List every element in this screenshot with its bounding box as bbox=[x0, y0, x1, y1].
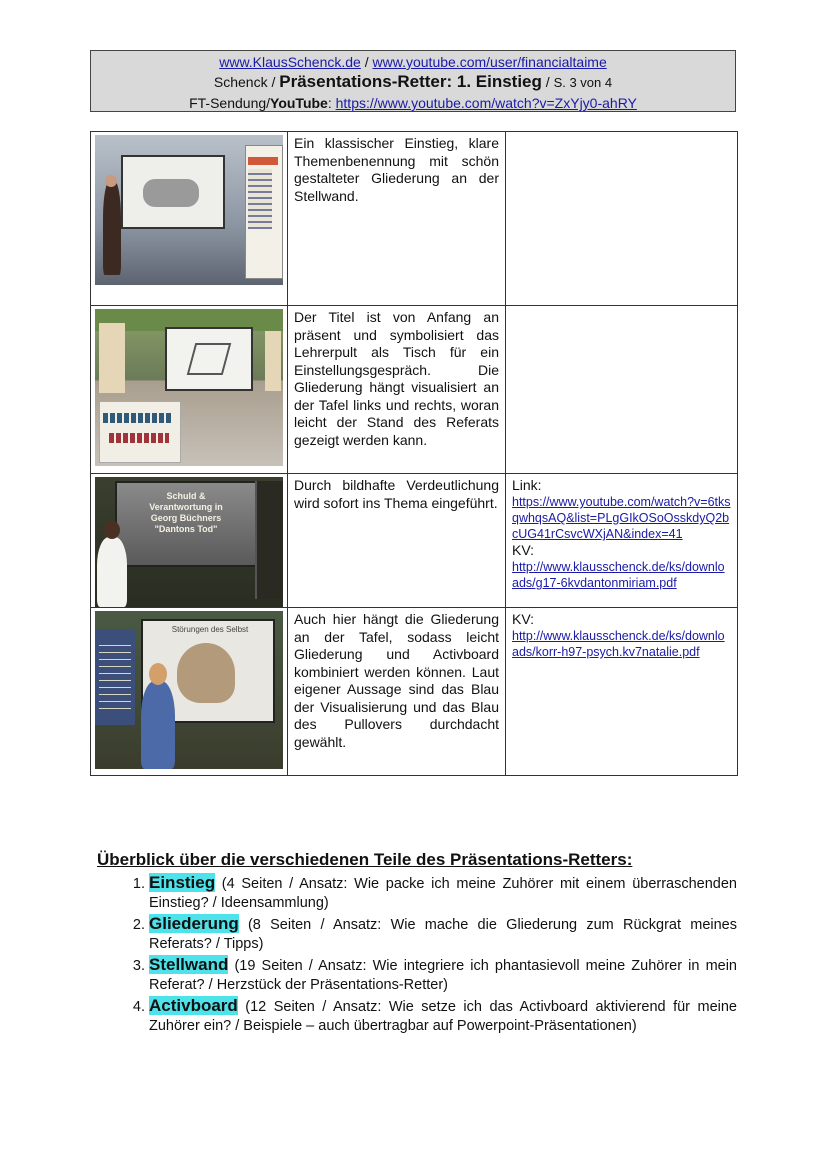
part-description: (19 Seiten / Ansatz: Wie integriere ich phantasievoll meine Zuhörer in mein Referat? / Herzstück der Präsentations-Retter) bbox=[149, 958, 737, 993]
kv-label: KV: bbox=[512, 611, 535, 627]
links-cell bbox=[506, 608, 738, 776]
links-cell bbox=[506, 132, 738, 306]
header-separator-2: / bbox=[541, 74, 554, 90]
table-row bbox=[91, 474, 738, 608]
list-item bbox=[149, 874, 737, 912]
youtube-channel-link[interactable]: www.youtube.com/user/financialtaime bbox=[372, 54, 607, 70]
screen-text: Störungen des Selbst bbox=[171, 625, 249, 634]
part-keyword: Stellwand bbox=[149, 955, 229, 974]
list-item bbox=[149, 915, 737, 953]
photo-cell bbox=[91, 306, 288, 474]
lehrerpult-presentation-photo bbox=[95, 309, 283, 466]
table-row bbox=[91, 132, 738, 306]
photo-cell bbox=[91, 474, 288, 608]
description-cell: Durch bildhafte Verdeutlichung wird sofort ins Thema eingeführt. bbox=[288, 474, 506, 608]
dantons-tod-presentation-photo bbox=[95, 477, 283, 607]
link-label: Link: bbox=[512, 477, 542, 493]
table-row bbox=[91, 608, 738, 776]
part-description: (8 Seiten / Ansatz: Wie mache die Gliederung zum Rückgrat meines Referats? / Tipps) bbox=[149, 917, 737, 952]
links-cell bbox=[506, 306, 738, 474]
page-number: S. 3 von 4 bbox=[553, 75, 613, 90]
classroom-presentation-photo bbox=[95, 135, 283, 285]
header-author: Schenck / bbox=[213, 74, 280, 90]
links-cell bbox=[506, 474, 738, 608]
overview-title: Überblick über die verschiedenen Teile des Präsentations-Retters: bbox=[97, 850, 633, 869]
kv-label: KV: bbox=[512, 542, 535, 558]
part-description: (12 Seiten / Ansatz: Wie setze ich das Activboard aktivierend für meine Zuhörer ein? / Beispiele – auch übertragbar auf Powerpoint-Präsentationen) bbox=[149, 999, 737, 1034]
description-cell: Auch hier hängt die Gliederung an der Tafel, sodass leicht Gliederung und Activboard kombiniert werden können. Laut eigener Aussage sind das Blau der Visualisierung und das Blau des Pullovers durchdacht gewählt. bbox=[288, 608, 506, 776]
header-line-1 bbox=[91, 52, 735, 72]
youtube-video-link[interactable]: https://www.youtube.com/watch?v=ZxYjy0-ahRY bbox=[335, 95, 637, 111]
header-line-3 bbox=[91, 93, 735, 113]
parts-list bbox=[97, 874, 737, 1035]
screen-text: Schuld & Verantwortung in Georg Büchners "Dantons Tod" bbox=[149, 491, 223, 534]
stoerungen-des-selbst-presentation-photo bbox=[95, 611, 283, 769]
table-row bbox=[91, 306, 738, 474]
header-youtube-label: YouTube bbox=[270, 95, 328, 111]
part-keyword: Activboard bbox=[149, 996, 238, 1015]
photo-cell bbox=[91, 608, 288, 776]
header-show-prefix: FT-Sendung/ bbox=[189, 95, 271, 111]
klausschenck-link[interactable]: www.KlausSchenck.de bbox=[219, 54, 361, 70]
youtube-playlist-link[interactable]: https://www.youtube.com/watch?v=6tksqwhqsAQ&list=PLgGIkOSoOsskdyQ2bcUG41rCsvcWXjAN&index=41 bbox=[512, 495, 731, 541]
description-cell: Ein klassischer Einstieg, klare Themenbenennung mit schön gestalteter Gliederung an der Stellwand. bbox=[288, 132, 506, 306]
list-item bbox=[149, 997, 737, 1035]
part-description: (4 Seiten / Ansatz: Wie packe ich meine Zuhörer mit einem überraschenden Einstieg? / Ideensammlung) bbox=[149, 876, 737, 911]
page-title: Präsentations-Retter: 1. Einstieg bbox=[279, 72, 542, 91]
header-separator: / bbox=[360, 54, 373, 70]
header-colon: : bbox=[327, 95, 336, 111]
part-keyword: Gliederung bbox=[149, 914, 239, 933]
description-cell: Der Titel ist von Anfang an präsent und symbolisiert das Lehrerpult als Tisch für ein Einstellungsgespräch. Die Gliederung hängt visualisiert an der Tafel links und rechts, woran leicht der Stand des Referats gezeigt werden kann. bbox=[288, 306, 506, 474]
header-line-2 bbox=[91, 72, 735, 93]
examples-table bbox=[90, 131, 738, 776]
overview-section bbox=[97, 849, 737, 1038]
part-keyword: Einstieg bbox=[149, 873, 216, 892]
page-header bbox=[90, 50, 736, 112]
photo-cell bbox=[91, 132, 288, 306]
kv-download-link[interactable]: http://www.klausschenck.de/ks/downloads/g17-6kvdantonmiriam.pdf bbox=[512, 560, 725, 590]
kv-download-link[interactable]: http://www.klausschenck.de/ks/downloads/korr-h97-psych.kv7natalie.pdf bbox=[512, 629, 725, 659]
list-item bbox=[149, 956, 737, 994]
